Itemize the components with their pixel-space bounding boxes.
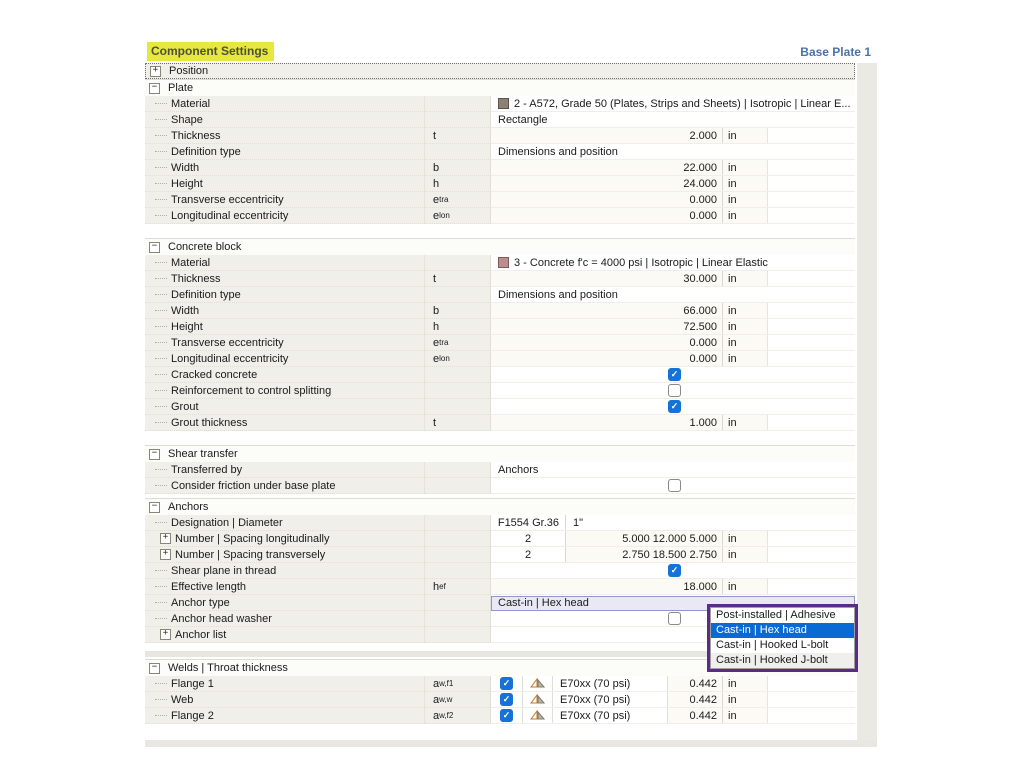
concrete-longitudinal-ecc-value[interactable]: 0.000 (491, 351, 723, 366)
tree-section-concrete-block[interactable] (145, 238, 855, 255)
section-title: Anchors (168, 501, 209, 513)
symbol-cell: a w,w (425, 692, 491, 708)
dropdown-option-cast-in-hex-head[interactable]: Cast-in | Hex head (711, 623, 854, 638)
setting-row-concrete-material[interactable] (145, 255, 855, 271)
setting-row-plate-width[interactable] (145, 160, 855, 176)
expand-icon[interactable]: + (160, 533, 171, 544)
setting-row-plate-shape[interactable] (145, 112, 855, 128)
weld-flange1-electrode[interactable]: E70xx (70 psi) (553, 676, 668, 691)
unit-cell: in (723, 192, 768, 207)
row-label: Transferred by (171, 463, 243, 476)
plate-material-value[interactable] (491, 96, 855, 112)
effective-length-value[interactable]: 18.000 (491, 579, 723, 594)
check-icon: ✓ (670, 401, 679, 411)
anchor-type-selected-value: Cast-in | Hex head (498, 597, 589, 609)
setting-row-plate-transverse-ecc[interactable] (145, 192, 855, 208)
weld-flange2-checkbox[interactable] (500, 709, 513, 722)
horizontal-scrollbar[interactable] (145, 740, 877, 747)
plate-transverse-ecc-value[interactable]: 0.000 (491, 192, 723, 207)
setting-row-designation-diameter[interactable] (145, 515, 855, 531)
row-label: Shear plane in thread (171, 564, 277, 577)
plate-longitudinal-ecc-value[interactable]: 0.000 (491, 208, 723, 223)
concrete-material-value[interactable] (491, 255, 855, 271)
row-label: Transverse eccentricity (171, 193, 284, 206)
unit-cell: in (723, 692, 768, 707)
tree-section-anchors[interactable] (145, 498, 855, 515)
material-text: 3 - Concrete f'c = 4000 psi | Isotropic | Linear Elastic (514, 256, 768, 269)
expand-icon[interactable]: + (160, 629, 171, 640)
transferred-by-value[interactable] (491, 462, 855, 478)
fillet-weld-icon (530, 677, 545, 691)
fillet-weld-icon (530, 709, 545, 723)
setting-row-plate-material[interactable] (145, 96, 855, 112)
symbol-cell: e lon (425, 208, 491, 224)
material-text: 2 - A572, Grade 50 (Plates, Strips and Sheets) | Isotropic | Linear E... (514, 97, 851, 110)
plate-height-value[interactable]: 24.000 (491, 176, 723, 191)
value-text: Anchors (498, 463, 539, 476)
unit-cell: in (723, 676, 768, 691)
weld-flange2-electrode[interactable]: E70xx (70 psi) (553, 708, 668, 723)
symbol-cell: b (425, 160, 491, 176)
row-label: Web (171, 693, 194, 706)
material-color-swatch (498, 257, 509, 268)
symbol-cell: h ef (425, 579, 491, 595)
symbol-cell: t (425, 415, 491, 431)
symbol-cell (425, 367, 491, 383)
row-label: Material (171, 256, 211, 269)
unit-cell: in (723, 351, 768, 366)
anchor-designation-value[interactable]: F1554 Gr.36 (491, 515, 566, 530)
setting-row-shear-plane-in-thread[interactable] (145, 563, 855, 579)
plate-thickness-value[interactable]: 2.000 (491, 128, 723, 143)
row-label: Transverse eccentricity (171, 336, 284, 349)
weld-web-value[interactable]: 0.442 (668, 692, 723, 707)
setting-row-concrete-transverse-ecc[interactable] (145, 335, 855, 351)
anchor-type-dropdown (710, 607, 855, 669)
concrete-height-value[interactable]: 72.500 (491, 319, 723, 334)
expand-icon[interactable]: + (150, 66, 161, 77)
section-concrete-block (145, 238, 855, 431)
row-label: Reinforcement to control splitting (171, 384, 332, 397)
symbol-cell (425, 531, 491, 547)
symbol-cell: e tra (425, 192, 491, 208)
dropdown-option-cast-in-hooked-l-bolt[interactable]: Cast-in | Hooked L-bolt (716, 639, 829, 651)
section-title: Plate (168, 82, 194, 94)
symbol-cell (425, 595, 491, 611)
component-settings-panel (145, 40, 877, 747)
symbol-cell (425, 515, 491, 531)
dropdown-option-cast-in-hooked-j-bolt[interactable]: Cast-in | Hooked J-bolt (711, 653, 854, 668)
row-label: Designation | Diameter (171, 516, 283, 529)
symbol-cell: t (425, 128, 491, 144)
symbol-cell: t (425, 271, 491, 287)
row-label: Flange 2 (171, 709, 214, 722)
setting-row-plate-longitudinal-ecc[interactable] (145, 208, 855, 224)
unit-cell: in (723, 547, 768, 562)
grout-thickness-value[interactable]: 1.000 (491, 415, 723, 430)
grout-checkbox[interactable] (668, 400, 681, 413)
weld-web-checkbox[interactable] (500, 693, 513, 706)
symbol-cell (425, 96, 491, 112)
shear-plane-checkbox[interactable] (668, 564, 681, 577)
value-text: Dimensions and position (498, 145, 618, 158)
symbol-cell (425, 144, 491, 160)
collapse-icon[interactable]: − (149, 449, 160, 460)
row-label: Effective length (171, 580, 247, 593)
weld-flange1-checkbox[interactable] (500, 677, 513, 690)
row-label: Height (171, 177, 203, 190)
collapse-icon[interactable]: − (149, 83, 160, 94)
section-title: Position (169, 65, 209, 77)
unit-cell: in (723, 303, 768, 318)
anchor-spacing-transverse-value[interactable]: 2.750 18.500 2.750 (566, 547, 723, 562)
setting-row-plate-definition-type[interactable] (145, 144, 855, 160)
unit-cell: in (723, 708, 768, 723)
unit-cell: in (723, 176, 768, 191)
setting-row-transferred-by[interactable] (145, 462, 855, 478)
setting-row-concrete-width[interactable] (145, 303, 855, 319)
row-label: Anchor head washer (171, 612, 272, 625)
collapse-icon[interactable]: − (149, 242, 160, 253)
setting-row-concrete-thickness[interactable] (145, 271, 855, 287)
section-shear-transfer (145, 445, 855, 494)
check-icon: ✓ (502, 678, 511, 688)
tree-section-shear-transfer[interactable] (145, 445, 855, 462)
section-plate (145, 79, 855, 224)
row-label: Definition type (171, 288, 241, 301)
cracked-concrete-checkbox[interactable] (668, 368, 681, 381)
unit-cell: in (723, 208, 768, 223)
setting-row-plate-thickness[interactable] (145, 128, 855, 144)
collapse-icon[interactable]: − (149, 502, 160, 513)
plate-width-value[interactable]: 22.000 (491, 160, 723, 175)
expand-icon[interactable]: + (160, 549, 171, 560)
anchor-spacing-longitudinal-value[interactable]: 5.000 12.000 5.000 (566, 531, 723, 546)
row-label: Shape (171, 113, 203, 126)
row-label: Longitudinal eccentricity (171, 352, 289, 365)
unit-cell: in (723, 531, 768, 546)
fillet-weld-icon (530, 693, 545, 707)
row-label: Height (171, 320, 203, 333)
setting-row-cracked-concrete[interactable] (145, 367, 855, 383)
setting-row-concrete-height[interactable] (145, 319, 855, 335)
row-label: Width (171, 161, 200, 174)
vertical-scrollbar[interactable] (857, 63, 877, 740)
anchor-diameter-value[interactable]: 1" (573, 516, 584, 529)
annotation-box (707, 604, 858, 672)
anchor-count-longitudinal-value[interactable]: 2 (491, 531, 566, 546)
row-label: Flange 1 (171, 677, 214, 690)
weld-flange1-value[interactable]: 0.442 (668, 676, 723, 691)
row-label: Thickness (171, 129, 221, 142)
settings-tree (145, 63, 855, 740)
setting-row-plate-height[interactable] (145, 176, 855, 192)
unit-cell: in (723, 415, 768, 430)
anchor-count-transverse-value[interactable]: 2 (491, 547, 566, 562)
row-label: Longitudinal eccentricity (171, 209, 289, 222)
symbol-cell (425, 255, 491, 271)
unit-cell: in (723, 335, 768, 350)
consider-friction-checkbox[interactable] (668, 479, 681, 492)
symbol-cell: e lon (425, 351, 491, 367)
plate-definition-type-value[interactable] (491, 144, 855, 160)
concrete-thickness-value[interactable]: 30.000 (491, 271, 723, 286)
weld-web-electrode[interactable]: E70xx (70 psi) (553, 692, 668, 707)
panel-header (145, 40, 877, 63)
section-title: Concrete block (168, 241, 242, 253)
section-title: Shear transfer (168, 448, 238, 460)
row-label: Consider friction under base plate (171, 479, 336, 492)
unit-cell: in (723, 579, 768, 594)
section-title: Welds | Throat thickness (168, 662, 288, 674)
row-label: Anchor type (171, 596, 230, 609)
check-icon: ✓ (670, 369, 679, 379)
weld-flange2-value[interactable]: 0.442 (668, 708, 723, 723)
symbol-cell: e tra (425, 335, 491, 351)
setting-row-concrete-longitudinal-ecc[interactable] (145, 351, 855, 367)
symbol-cell (425, 627, 491, 643)
unit-cell: in (723, 271, 768, 286)
anchor-head-washer-checkbox[interactable] (668, 612, 681, 625)
setting-row-weld-web[interactable] (145, 692, 855, 708)
symbol-cell (425, 547, 491, 563)
symbol-cell (425, 383, 491, 399)
row-label: Definition type (171, 145, 241, 158)
dropdown-option-post-installed-adhesive[interactable]: Post-installed | Adhesive (716, 609, 836, 621)
symbol-cell (425, 563, 491, 579)
setting-row-weld-flange-1[interactable] (145, 676, 855, 692)
row-label: Number | Spacing transversely (175, 548, 326, 561)
symbol-cell (425, 399, 491, 415)
setting-row-concrete-definition-type[interactable] (145, 287, 855, 303)
setting-row-effective-length[interactable] (145, 579, 855, 595)
concrete-width-value[interactable]: 66.000 (491, 303, 723, 318)
symbol-cell: h (425, 319, 491, 335)
setting-row-consider-friction[interactable] (145, 478, 855, 494)
component-context-label: Base Plate 1 (800, 44, 871, 59)
setting-row-grout-thickness[interactable] (145, 415, 855, 431)
row-label: Width (171, 304, 200, 317)
row-label: Material (171, 97, 211, 110)
symbol-cell: a w,f2 (425, 708, 491, 724)
setting-row-reinforcement-splitting[interactable] (145, 383, 855, 399)
symbol-cell (425, 478, 491, 494)
symbol-cell (425, 611, 491, 627)
symbol-cell: h (425, 176, 491, 192)
plate-shape-value[interactable] (491, 112, 855, 128)
row-label: Grout thickness (171, 416, 248, 429)
check-icon: ✓ (502, 710, 511, 720)
tree-section-plate[interactable] (145, 79, 855, 96)
setting-row-number-spacing-transverse[interactable] (145, 547, 855, 563)
unit-cell: in (723, 160, 768, 175)
material-color-swatch (498, 98, 509, 109)
reinforcement-splitting-checkbox[interactable] (668, 384, 681, 397)
row-label: Thickness (171, 272, 221, 285)
unit-cell: in (723, 319, 768, 334)
symbol-cell (425, 462, 491, 478)
check-icon: ✓ (502, 694, 511, 704)
row-label: Cracked concrete (171, 368, 258, 381)
page-title: Component Settings (147, 42, 274, 61)
concrete-transverse-ecc-value[interactable]: 0.000 (491, 335, 723, 350)
value-text: Dimensions and position (498, 288, 618, 301)
setting-row-grout[interactable] (145, 399, 855, 415)
symbol-cell: a w,f1 (425, 676, 491, 692)
symbol-cell (425, 112, 491, 128)
symbol-cell (425, 287, 491, 303)
value-text: Rectangle (498, 113, 548, 126)
unit-cell: in (723, 128, 768, 143)
collapse-icon[interactable]: − (149, 663, 160, 674)
symbol-cell: b (425, 303, 491, 319)
tree-section-position[interactable] (145, 63, 855, 79)
check-icon: ✓ (670, 565, 679, 575)
concrete-definition-type-value[interactable] (491, 287, 855, 303)
row-label: Grout (171, 400, 199, 413)
row-label: Anchor list (175, 628, 227, 641)
setting-row-number-spacing-longitudinal[interactable] (145, 531, 855, 547)
row-label: Number | Spacing longitudinally (175, 532, 330, 545)
setting-row-weld-flange-2[interactable] (145, 708, 855, 724)
